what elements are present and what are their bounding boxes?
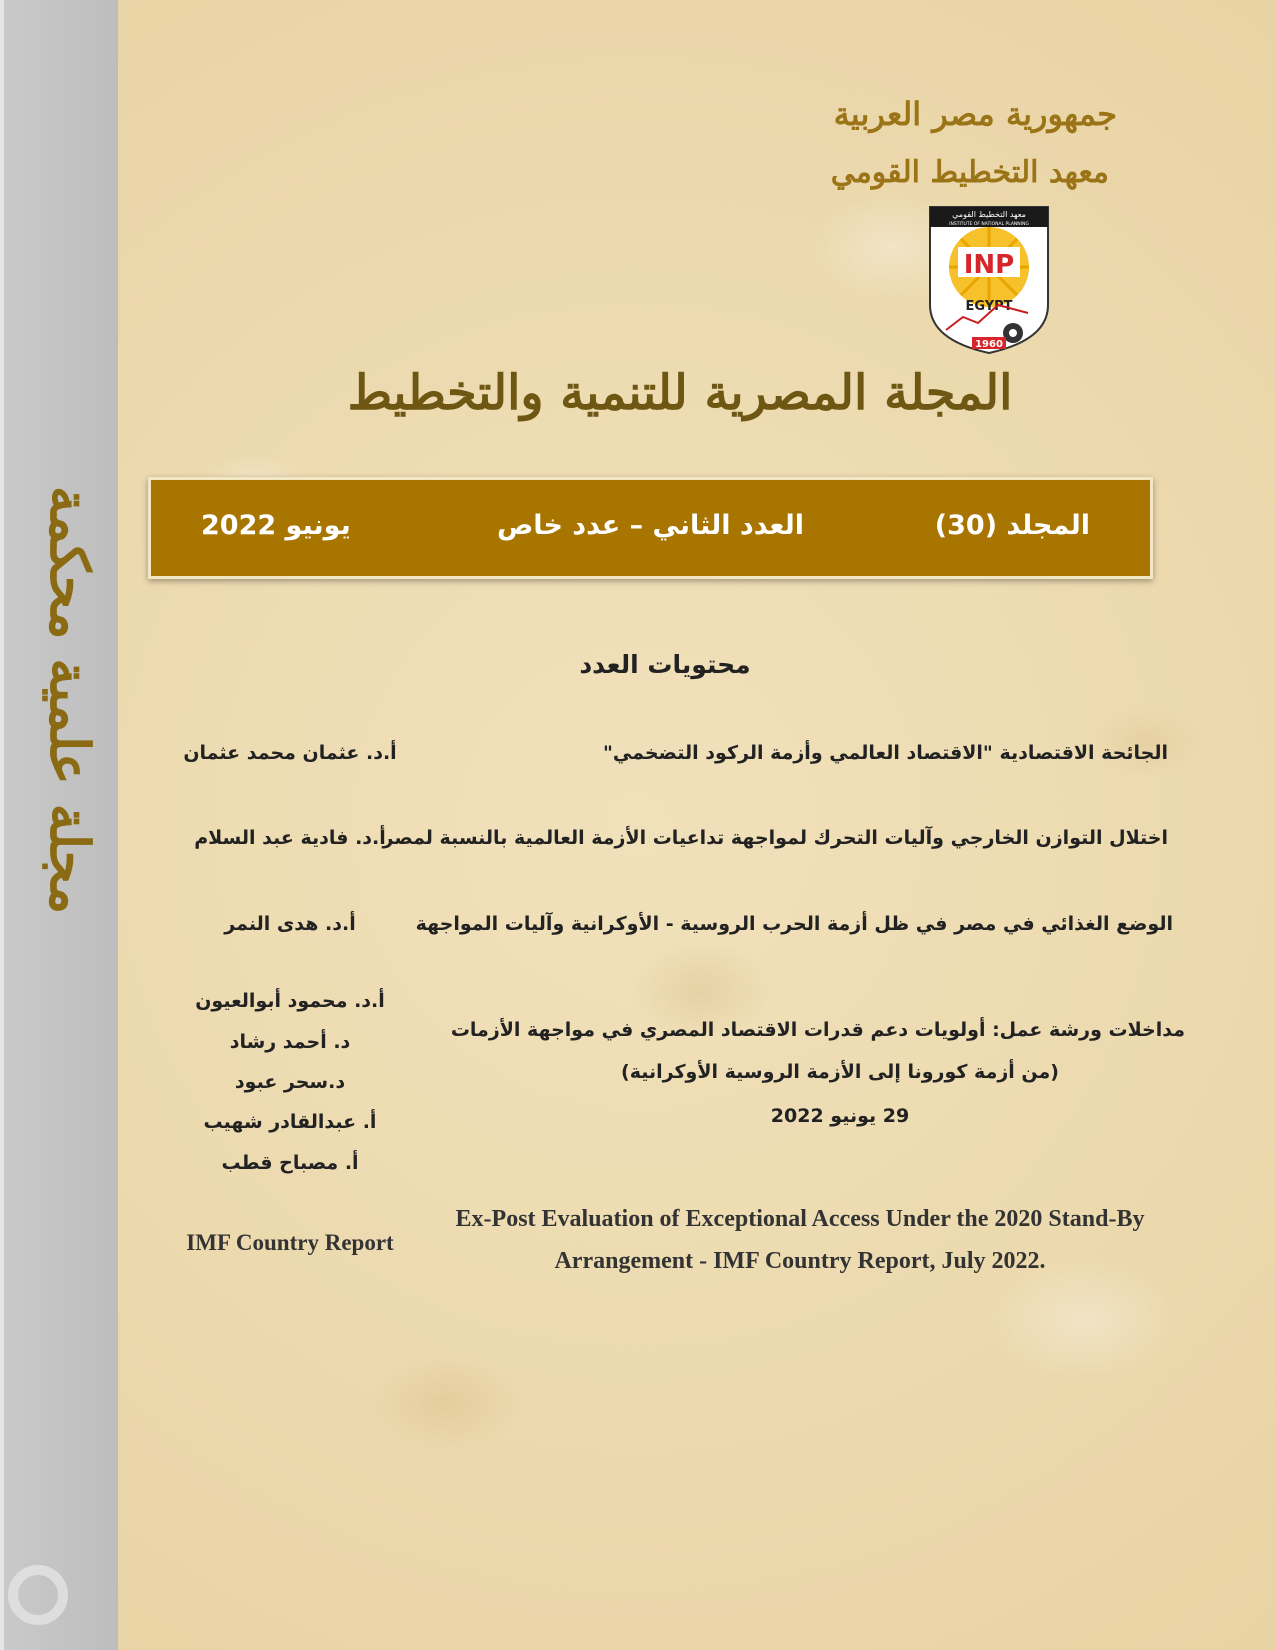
institute-name: معهد التخطيط القومي: [830, 155, 1109, 190]
article-title: اختلال التوازن الخارجي وآليات التحرك لمواجهة تداعيات الأزمة العالمية بالنسبة لمصر: [382, 827, 1168, 849]
workshop-author: د. أحمد رشاد: [229, 1031, 351, 1053]
workshop-author: أ. عبدالقادر شهيب: [203, 1111, 377, 1133]
imf-report-author: IMF Country Report: [186, 1230, 394, 1255]
gear-icon: [8, 1565, 68, 1625]
article-author: أ.د. هدى النمر: [224, 913, 356, 935]
workshop-author: د.سحر عبود: [234, 1071, 346, 1093]
journal-title: المجلة المصرية للتنمية والتخطيط: [347, 365, 1013, 421]
imf-report-title: Ex-Post Evaluation of Exceptional Access Under the 2020 Stand-By Arrangement - IMF Country Report, July 2022.: [455, 1206, 1145, 1274]
sidebar-journal-type: مجلة علمية محكمة: [38, 485, 102, 915]
workshop-date: 29 يونيو 2022: [770, 1105, 910, 1127]
logo-country: EGYPT: [965, 299, 1013, 314]
country-name: جمهورية مصر العربية: [833, 95, 1117, 133]
inp-logo: [928, 205, 1050, 355]
logo-abbr: INP: [963, 250, 1015, 280]
logo-english-text: INSTITUTE OF NATIONAL PLANNING: [949, 222, 1029, 227]
article-author: أ.د. عثمان محمد عثمان: [183, 742, 397, 764]
article-title: الجائحة الاقتصادية "الاقتصاد العالمي وأزمة الركود التضخمي": [603, 742, 1168, 764]
workshop-title: مداخلات ورشة عمل: أولويات دعم قدرات الاقتصاد المصري في مواجهة الأزمات: [450, 1019, 1185, 1041]
article-title: الوضع الغذائي في مصر في ظل أزمة الحرب الروسية - الأوكرانية وآليات المواجهة: [415, 913, 1173, 935]
logo-year: 1960: [975, 339, 1003, 350]
logo-arabic-text: معهد التخطيط القومي: [952, 210, 1026, 219]
contents-heading: محتويات العدد: [579, 650, 751, 679]
issue-volume: المجلد (30): [934, 510, 1090, 541]
workshop-author: أ.د. محمود أبوالعيون: [195, 990, 385, 1012]
issue-date: يونيو 2022: [201, 510, 351, 541]
workshop-author: أ. مصباح قطب: [221, 1152, 359, 1174]
issue-number: العدد الثاني – عدد خاص: [496, 510, 804, 541]
article-author: أ.د. فادية عبد السلام: [194, 827, 386, 849]
issue-info-bar: [148, 477, 1153, 579]
workshop-subtitle: (من أزمة كورونا إلى الأزمة الروسية الأوكرانية): [621, 1061, 1059, 1083]
